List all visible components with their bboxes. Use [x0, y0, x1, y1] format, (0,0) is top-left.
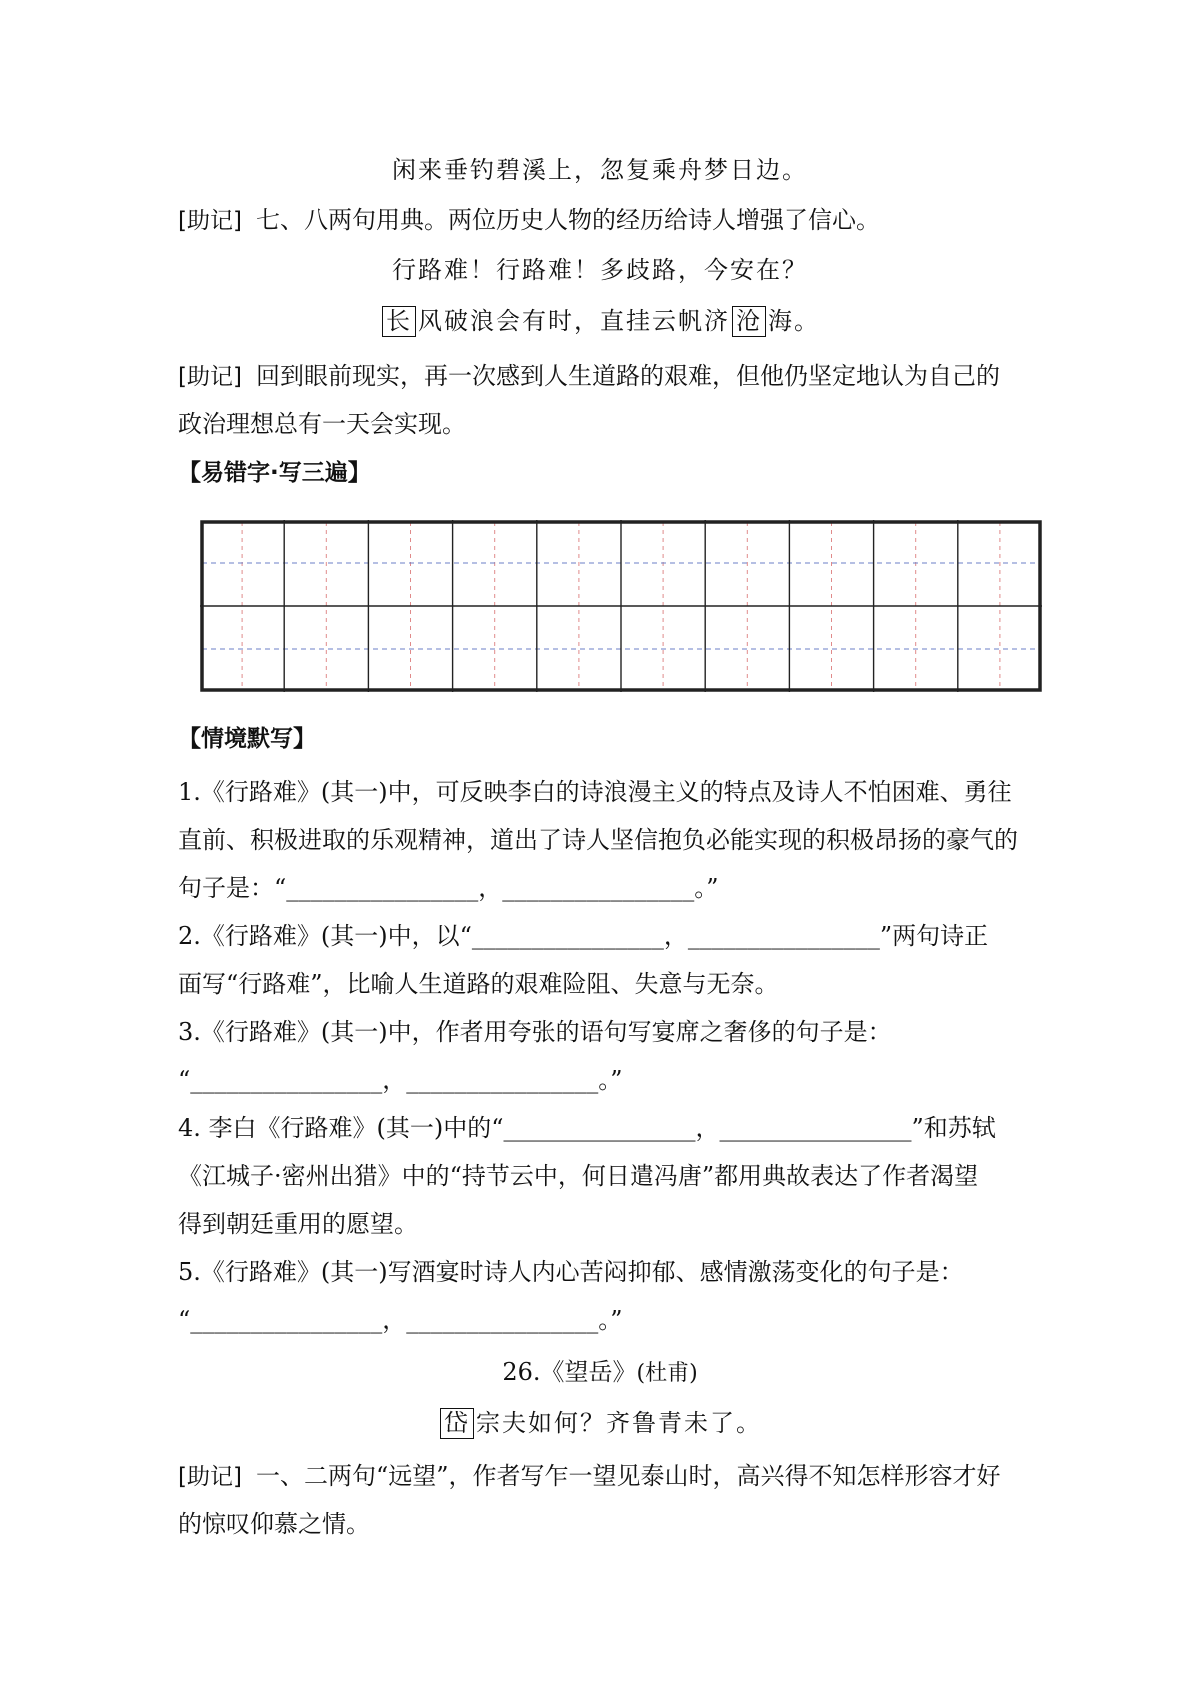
q1-line-3: 句子是：“________________，________________。” [178, 874, 719, 902]
q4-line-2: 《江城子·密州出猎》中的“持节云中，何日遣冯唐”都用典故表达了作者渴望 [178, 1162, 979, 1190]
q2-line-2: 面写“行路难”，比喻人生道路的艰难险阻、失意与无奈。 [178, 970, 779, 998]
boxed-char: 沧 [732, 306, 766, 337]
poem-line-4 [0, 1408, 1200, 1439]
note-tag: [助记] [178, 364, 242, 390]
q1-line-2: 直前、积极进取的乐观精神，道出了诗人坚信抱负必能实现的积极昂扬的豪气的 [178, 826, 1018, 854]
note-text: 回到眼前现实，再一次感到人生道路的艰难，但他仍坚定地认为自己的 [255, 362, 1000, 390]
dictation-heading: 【情境默写】 [178, 726, 316, 752]
practice-heading: 【易错字·写三遍】 [178, 460, 371, 486]
poem-author: (杜甫) [636, 1361, 698, 1386]
poem-line-3 [0, 306, 1200, 337]
q5-line-1: 5.《行路难》(其一)写酒宴时诗人内心苦闷抑郁、感情激荡变化的句子是： [178, 1258, 964, 1286]
poem-segment: 海。 [768, 307, 820, 335]
q3-line-2: “________________，________________。” [178, 1066, 623, 1094]
note-2-line-1 [178, 364, 1000, 389]
poem-title: 26.《望岳》 [502, 1358, 637, 1386]
boxed-char: 长 [382, 306, 416, 337]
q3-line-1: 3.《行路难》(其一)中，作者用夸张的语句写宴席之奢侈的句子是： [178, 1018, 892, 1046]
section-title [0, 1360, 1200, 1385]
note-2-line-2: 政治理想总有一天会实现。 [178, 410, 466, 438]
poem-line-2: 行路难！行路难！多歧路，今安在？ [392, 256, 808, 284]
note-text: 一、二两句“远望”，作者写乍一望见泰山时，高兴得不知怎样形容才好 [255, 1462, 1001, 1490]
q5-line-2: “________________，________________。” [178, 1306, 623, 1334]
note-tag: [助记] [178, 1464, 242, 1490]
boxed-char: 岱 [440, 1408, 474, 1439]
q1-line-1: 1.《行路难》(其一)中，可反映李白的诗浪漫主义的特点及诗人不怕困难、勇往 [178, 778, 1012, 806]
note-text: 七、八两句用典。两位历史人物的经历给诗人增强了信心。 [255, 206, 880, 234]
q4-line-3: 得到朝廷重用的愿望。 [178, 1210, 418, 1238]
q2-line-1: 2.《行路难》(其一)中，以“________________，________________”两句诗正 [178, 922, 989, 950]
note-3-line-1 [178, 1464, 1001, 1489]
poem-segment: 风破浪会有时，直挂云帆济 [418, 307, 730, 335]
note-tag: [助记] [178, 208, 242, 234]
practice-writing-grid[interactable] [200, 520, 1042, 692]
poem-segment: 宗夫如何？齐鲁青未了。 [476, 1409, 762, 1437]
note-1 [178, 208, 880, 233]
poem-line-1: 闲来垂钓碧溪上，忽复乘舟梦日边。 [392, 156, 808, 184]
q4-line-1: 4. 李白《行路难》(其一)中的“________________，________________”和苏轼 [178, 1114, 996, 1142]
note-3-line-2: 的惊叹仰慕之情。 [178, 1510, 370, 1538]
